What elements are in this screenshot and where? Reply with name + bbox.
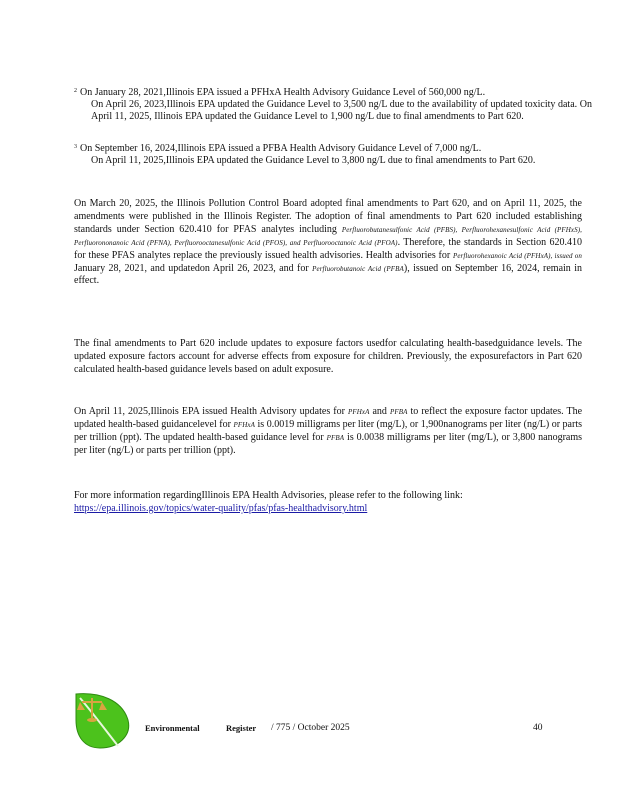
health-advisory-link[interactable]: https://epa.illinois.gov/topics/water-quality/pfas/pfas-healthadvisory.html: [74, 502, 368, 514]
footnote-3: [74, 143, 592, 167]
paragraph-text: On March 20, 2025, the Illinois Pollution Control Board adopted final amendments to Part 620, and on April 11, 2025, the amendments were published in the Illinois Register. The adoption of final amendments to Part 620 included establishing standards under Section 620.410 for PFAS analytes including: [74, 198, 582, 235]
chemical-abbr: PFBA: [326, 433, 345, 442]
footnote-2: [74, 87, 592, 123]
footer-register: Register: [226, 723, 257, 733]
paragraph-more-info: [74, 490, 582, 516]
page-number: 40: [533, 723, 543, 733]
environmental-register-logo: [70, 690, 134, 752]
footer-environmental: Environmental: [145, 723, 200, 733]
paragraph-text: to reflect the exposure factor updates. The updated health-based guidancelevel for: [74, 406, 583, 430]
chemical-names: Perfluorobutanesulfonic Acid (PFBS), Perfluorohexanesulfonic Acid (PFHxS), Perfluorononanoic Acid (PFNA), Perfluorooctanesulfonic Acid (PFOS), and Perfluorooctanoic Acid (PFOA): [74, 225, 583, 247]
chemical-abbr: PFHxA: [233, 420, 255, 429]
paragraph-exposure-factors: The final amendments to Part 620 include updates to exposure factors usedfor calculating health-basedguidance levels. The updated exposure factors account for adverse effects from exposure for children. Previously, the exposurefactors in Part 620 calculated health-based guidance levels based on adult exposure.: [74, 338, 582, 375]
chemical-names: Perfluorohexanoic Acid (PFHxA), issued on: [452, 251, 582, 260]
paragraph-text: and: [372, 406, 387, 417]
chemical-abbr: PFBA: [389, 408, 408, 416]
paragraph-text: is 0.0019 milligrams per liter (mg/L), or 1,900nanograms per liter (ng/L) or parts per trillion (ppt). The updated health-based guidance level for: [74, 418, 582, 443]
footnote-number: 3: [74, 144, 77, 150]
footer-issue: / 775 / October 2025: [271, 723, 350, 733]
paragraph-text: . Therefore, the standards in Section 620.410 for these PFAS analytes replace the previously issued health advisories. Health advisories for: [74, 236, 582, 261]
paragraph-text: is 0.0038 milligrams per liter (mg/L), or 3,800 nanograms per liter (ng/L) or parts per trillion (ppt).: [74, 431, 583, 456]
paragraph-text: January 28, 2021, and updatedon April 26, 2023, and for: [74, 262, 309, 274]
paragraph-text: ), issued on September 16, 2024, remain in effect.: [74, 262, 582, 287]
paragraph-text: For more information regardingIllinois EPA Health Advisories, please refer to the following link:: [74, 490, 463, 501]
paragraph-adoption: [74, 198, 582, 288]
page-footer: [0, 690, 618, 760]
chemical-names: Perfluorobutanoic Acid (PFBA: [312, 264, 404, 273]
chemical-abbr: PFHxA: [347, 408, 370, 416]
footnote-number: 2: [74, 88, 77, 94]
footnote-text-first: On September 16, 2024,Illinois EPA issued a PFBA Health Advisory Guidance Level of 7,000 ng/L.: [80, 143, 482, 154]
paragraph-health-advisory-updates: [74, 406, 582, 458]
footnote-text-rest: On April 26, 2023,Illinois EPA updated the Guidance Level to 3,500 ng/L due to the availability of updated toxicity data. On April 11, 2025, Illinois EPA updated the Guidance Level to 1,900 ng/L due to final amendments to Part 620.: [91, 99, 592, 122]
paragraph-text: On April 11, 2025,Illinois EPA issued Health Advisory updates for: [74, 406, 345, 417]
footnote-text-rest: On April 11, 2025,Illinois EPA updated the Guidance Level to 3,800 ng/L due to final amendments to Part 620.: [91, 155, 536, 166]
footnote-text-first: On January 28, 2021,Illinois EPA issued a PFHxA Health Advisory Guidance Level of 560,000 ng/L.: [80, 87, 486, 98]
